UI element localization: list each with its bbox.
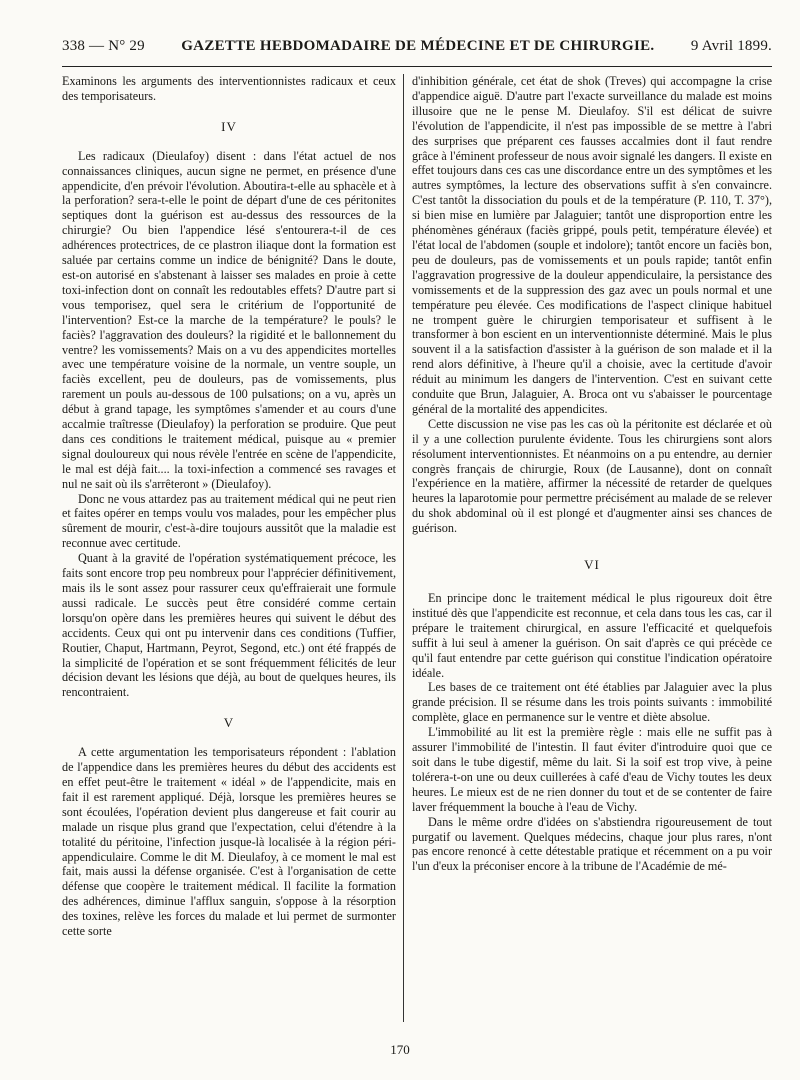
intro-paragraph: Examinons les arguments des interventionnistes radicaux et ceux des temporisateurs. [62,74,396,103]
section-heading-v: V [223,715,235,731]
journal-title: GAZETTE HEBDOMADAIRE DE MÉDECINE ET DE CHIRURGIE. [181,38,655,54]
running-header [62,38,772,64]
section-heading-vi: VI [584,557,600,573]
paragraph: A cette argumentation les temporisateurs répondent : l'ablation de l'appendice dans les premières heures du début des accidents est en effet peut-être le traitement « idéal » de l'appendicite, mais en fait il est rarement appliqué. Déjà, lorsque les premières heures se sont écoulées, l'opération devient plus dangereuse et fait courir au malade un risque plus grand que l'expectation, celui d'étendre à la totalité du péritoine, l'infection jusque-là localisée à la région péri-appendiculaire. Comme le dit M. Dieulafoy, à ce moment le mal est fait, mais aussi la défense organisée. C'est à l'organisation de cette défense que coopère le traitement médical. Il facilite la formation des adhérences, diminue l'afflux sanguin, s'oppose à la résorption des toxines, relève les forces du malade et lui permet de surmonter cette sorte [62,745,396,939]
paragraph: Les bases de ce traitement ont été établies par Jalaguier avec la plus grande précision. Il se résume dans les trois points suivants : immobilité complète, glace en permanence sur le ventre et diète absolue. [412,680,772,725]
folio-number: 170 [390,1042,410,1057]
paragraph: Cette discussion ne vise pas les cas où la péritonite est déclarée et où il y a une collection purulente évidente. Tous les chirurgiens sont alors résolument interventionnistes. Et néanmoins on a pu entendre, au dernier congrès français de chirurgie, Roux (de Lausanne), dont on connaît l'expérience en la matière, affirmer la nécessité de retarder de quelques heures la laparotomie pour permettre précisément au malade de se relever du shok abdominal où il est plongé et d'augmenter ainsi ses chances de guérison. [412,416,772,536]
page-number: 338 — N° 29 [62,38,145,54]
paragraph: Les radicaux (Dieulafoy) disent : dans l'état actuel de nos connaissances cliniques, aucun signe ne permet, en présence d'une appendicite, d'en prévoir l'évolution. Aboutira-t-elle au sphacèle et à la perforation? sera-t-elle le point de départ d'une de ces péritonites septiques dont la guérison est au-dessus des ressources de la chirurgie? Ou bien l'appendice lésé s'entourera-t-il de ces adhérences protectrices, de ce plastron iliaque dont la formation est saluée par certains comme un indice de bénignité? Dans le doute, est-on autorisé en s'abstenant à laisser ses malades en proie à cette toxi-infection dont on connaît les redoutables effets? D'autre part si vous temporisez, quel sera le critérium de l'opportunité de l'intervention? Est-ce la marche de la température? le pouls? le faciès? l'aggravation des douleurs? la rigidité et le ballonnement du ventre? les vomissements? Mais on a vu des appendicites mortelles avec une température voisine de la normale, un ventre souple, un faciès excellent, peu de douleurs, pas de vomissements, plus rarement un pouls au-dessous de 100 pulsations; on a vu, après un début à grand tapage, les symptômes s'amender et au cours d'une accalmie traîtresse (Dieulafoy) la perforation se produire. Que peut dans ces conditions le traitement médical, puisque au « premier signal douloureux qui nous révèle l'entrée en scène de l'appendicite, le mal est déjà fait.... la toxi-infection a commencé ses ravages et nul ne sait où ils s'arrêteront » (Dieulafoy). [62,148,396,491]
header-rule [62,66,772,67]
paragraph: En principe donc le traitement médical le plus rigoureux doit être institué dès que l'appendicite est reconnue, et cela dans tous les cas, car il prépare le traitement chirurgical, en assure l'efficacité et quelquefois suffit à lui seul à amener la guérison. On sait d'après ce qui précède ce qu'il faut entendre par cette guérison qui constitue l'indication opératoire idéale. [412,591,772,680]
paragraph: Donc ne vous attardez pas au traitement médical qui ne peut rien et faites opérer en temps voulu vos malades, pour les empêcher plus sûrement de mourir, c'est-à-dire toujours aussitôt que la maladie est reconnue avec certitude. [62,491,396,551]
section-heading-iv: IV [221,118,237,134]
paragraph: d'inhibition générale, cet état de shok (Treves) qui accompagne la crise d'appendice aiguë. D'autre part l'exacte surveillance du malade est moins illusoire que ne le pense M. Dieulafoy. S'il est délicat de suivre l'évolution de l'appendicite, il n'est pas impossible de se mettre à l'abri des surprises que préparent ces fausses accalmies dont il faut rendre grâce à l'éminent professeur de nous avoir signalé les dangers. Il existe en effet toujours dans ces cas une discordance entre un des symptômes et les autres symptômes, la lecture des observations suffit à s'en convaincre. C'est tantôt la dissociation du pouls et de la température (P. 110, T. 37°), si bien mise en lumière par Jalaguier; tantôt une disproportion entre les phénomènes généraux (faciès grippé, pouls petit, température élevée) et l'état local de l'abdomen (souple et indolore); tantôt encore un faciès bon, peu de douleurs, pas de vomissements et un pouls rapide; tantôt enfin l'aggravation progressive de la douleur appendiculaire, la persistance des vomissements et de la suppression des gaz avec un pouls normal et une température peu élevée. Ces modifications de l'aspect clinique habituel ne trompent guère le chirurgien temporisateur et suffisent à le transformer à bon escient en un interventionniste déterminé. Mais le plus souvent il a la satisfaction d'assister à la guérison de son malade et il la rend alors définitive, à l'heure qu'il a choisie, avec la certitude d'avoir réduit au minimum les dangers de l'intervention. C'est en suivant cette conduite que Brun, Jalaguier, A. Broca ont vu s'abaisser le pourcentage général de la mortalité des appendicites. [412,74,772,416]
left-column [62,74,396,1022]
issue-date: 9 Avril 1899. [690,38,772,54]
paragraph: L'immobilité au lit est la première règle : mais elle ne suffit pas à assurer l'immobilité de l'intestin. Il faut éviter d'introduire quoi que ce soit dans le tube digestif, même du lait. Si la soif est trop vive, à peine tolérera-t-on une ou deux cuillerées à café d'eau de Vichy toutes les deux heures. Le mieux est de ne rien donner du tout et de se contenter de faire laver fréquemment la bouche à l'eau de Vichy. [412,725,772,814]
paragraph: Dans le même ordre d'idées on s'abstiendra rigoureusement de tout purgatif ou lavement. Quelques médecins, chaque jour plus rares, n'ont pas encore renoncé à cette détestable pratique et récemment on a pu voir l'un d'eux la préconiser encore à la tribune de l'Académie de mé- [412,814,772,874]
paragraph: Quant à la gravité de l'opération systématiquement précoce, les faits sont encore trop peu nombreux pour l'apprécier définitivement, mais ils le sont assez pour rassurer ceux qu'effraierait une formule aussi radicale. Le succès peut être considéré comme certain lorsqu'on opère dans les premières heures qui suivent le début des accidents. Ceux qui ont pu intervenir dans ces conditions (Tuffier, Routier, Chaput, Hartmann, Peyrot, Segond, etc.) ont été frappés de la simplicité de l'opération et se sont fréquemment félicités de leur décision devant les lésions que déjà, au bout de quelques heures, ils rencontraient. [62,551,396,700]
right-column [412,74,772,1022]
column-divider [403,74,404,1022]
